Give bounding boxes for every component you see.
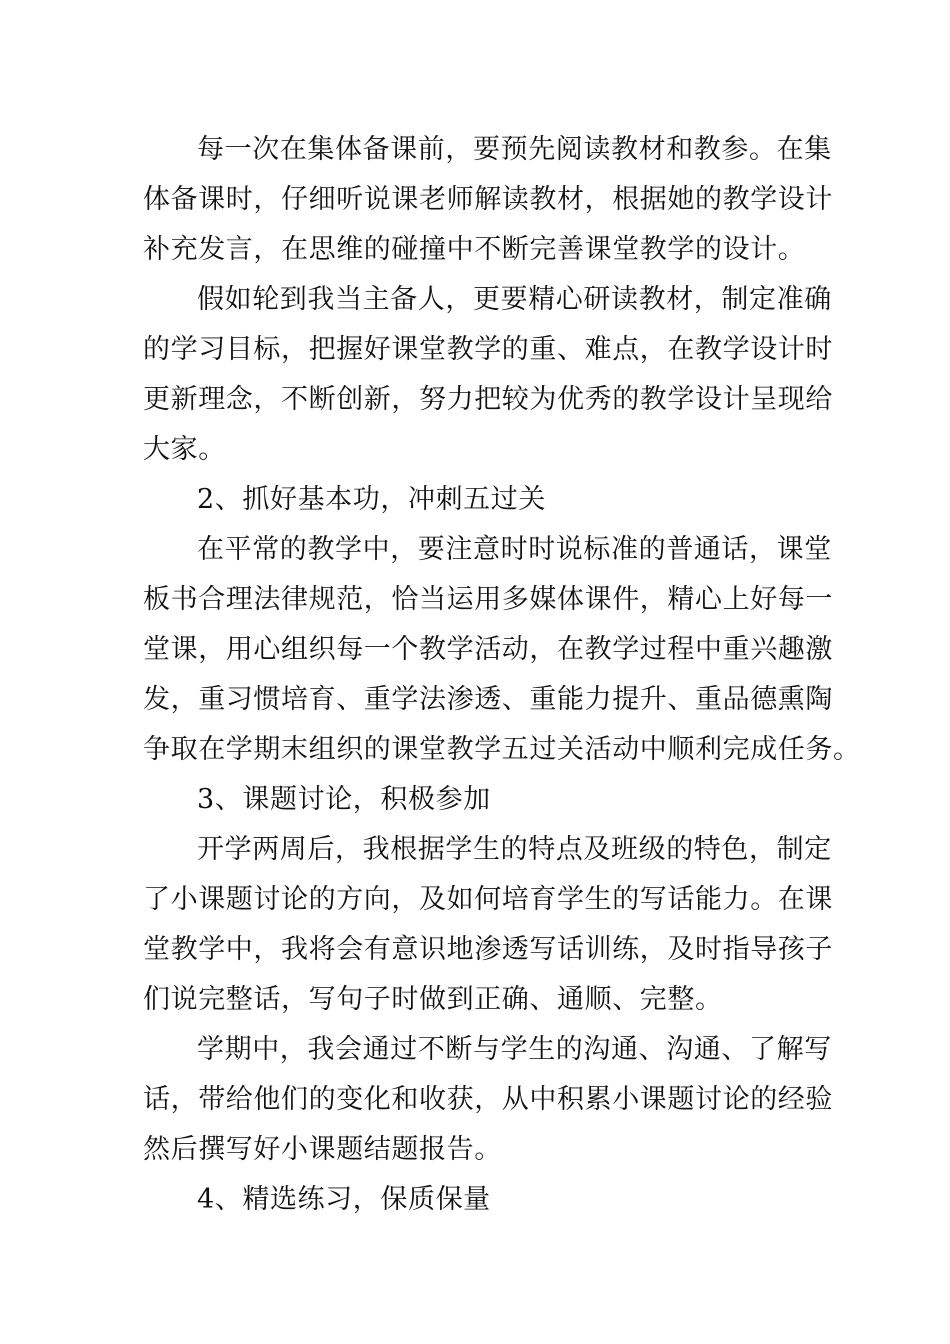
paragraph-3-line-2: 板书合理法律规范，恰当运用多媒体课件，精心上好每一 (143, 584, 833, 615)
paragraph-2-line-4: 大家。 (143, 434, 226, 465)
paragraph-3-line-5: 争取在学期末组织的课堂教学五过关活动中顺利完成任务。 (143, 734, 861, 765)
paragraph-1-line-1: 每一次在集体备课前，要预先阅读教材和教参。在集 (197, 134, 832, 165)
paragraph-1-line-3: 补充发言，在思维的碰撞中不断完善课堂教学的设计。 (143, 234, 806, 265)
paragraph-3-line-1: 在平常的教学中，要注意时时说标准的普通话，课堂 (197, 534, 832, 565)
section-heading-3: 3、课题讨论，积极参加 (197, 784, 491, 815)
paragraph-2-line-2: 的学习目标，把握好课堂教学的重、难点，在教学设计时 (143, 334, 833, 365)
paragraph-5-line-2: 话，带给他们的变化和收获，从中积累小课题讨论的经验 (143, 1084, 833, 1115)
paragraph-2-line-3: 更新理念，不断创新，努力把较为优秀的教学设计呈现给 (143, 384, 833, 415)
paragraph-4-line-2: 了小课题讨论的方向，及如何培育学生的写话能力。在课 (143, 884, 833, 915)
section-heading-2: 2、抓好基本功，冲刺五过关 (197, 484, 546, 515)
paragraph-5-line-1: 学期中，我会通过不断与学生的沟通、沟通、了解写 (197, 1034, 832, 1065)
paragraph-4-line-4: 们说完整话，写句子时做到正确、通顺、完整。 (143, 984, 723, 1015)
paragraph-3-line-4: 发，重习惯培育、重学法渗透、重能力提升、重品德熏陶 (143, 684, 833, 715)
paragraph-1-line-2: 体备课时，仔细听说课老师解读教材，根据她的教学设计 (143, 184, 833, 215)
section-heading-4: 4、精选练习，保质保量 (197, 1184, 491, 1215)
paragraph-3-line-3: 堂课，用心组织每一个教学活动，在教学过程中重兴趣激 (143, 634, 833, 665)
paragraph-5-line-3: 然后撰写好小课题结题报告。 (143, 1134, 502, 1165)
paragraph-4-line-1: 开学两周后，我根据学生的特点及班级的特色，制定 (197, 834, 832, 865)
paragraph-4-line-3: 堂教学中，我将会有意识地渗透写话训练，及时指导孩子 (143, 934, 833, 965)
paragraph-2-line-1: 假如轮到我当主备人，更要精心研读教材，制定准确 (197, 284, 832, 315)
